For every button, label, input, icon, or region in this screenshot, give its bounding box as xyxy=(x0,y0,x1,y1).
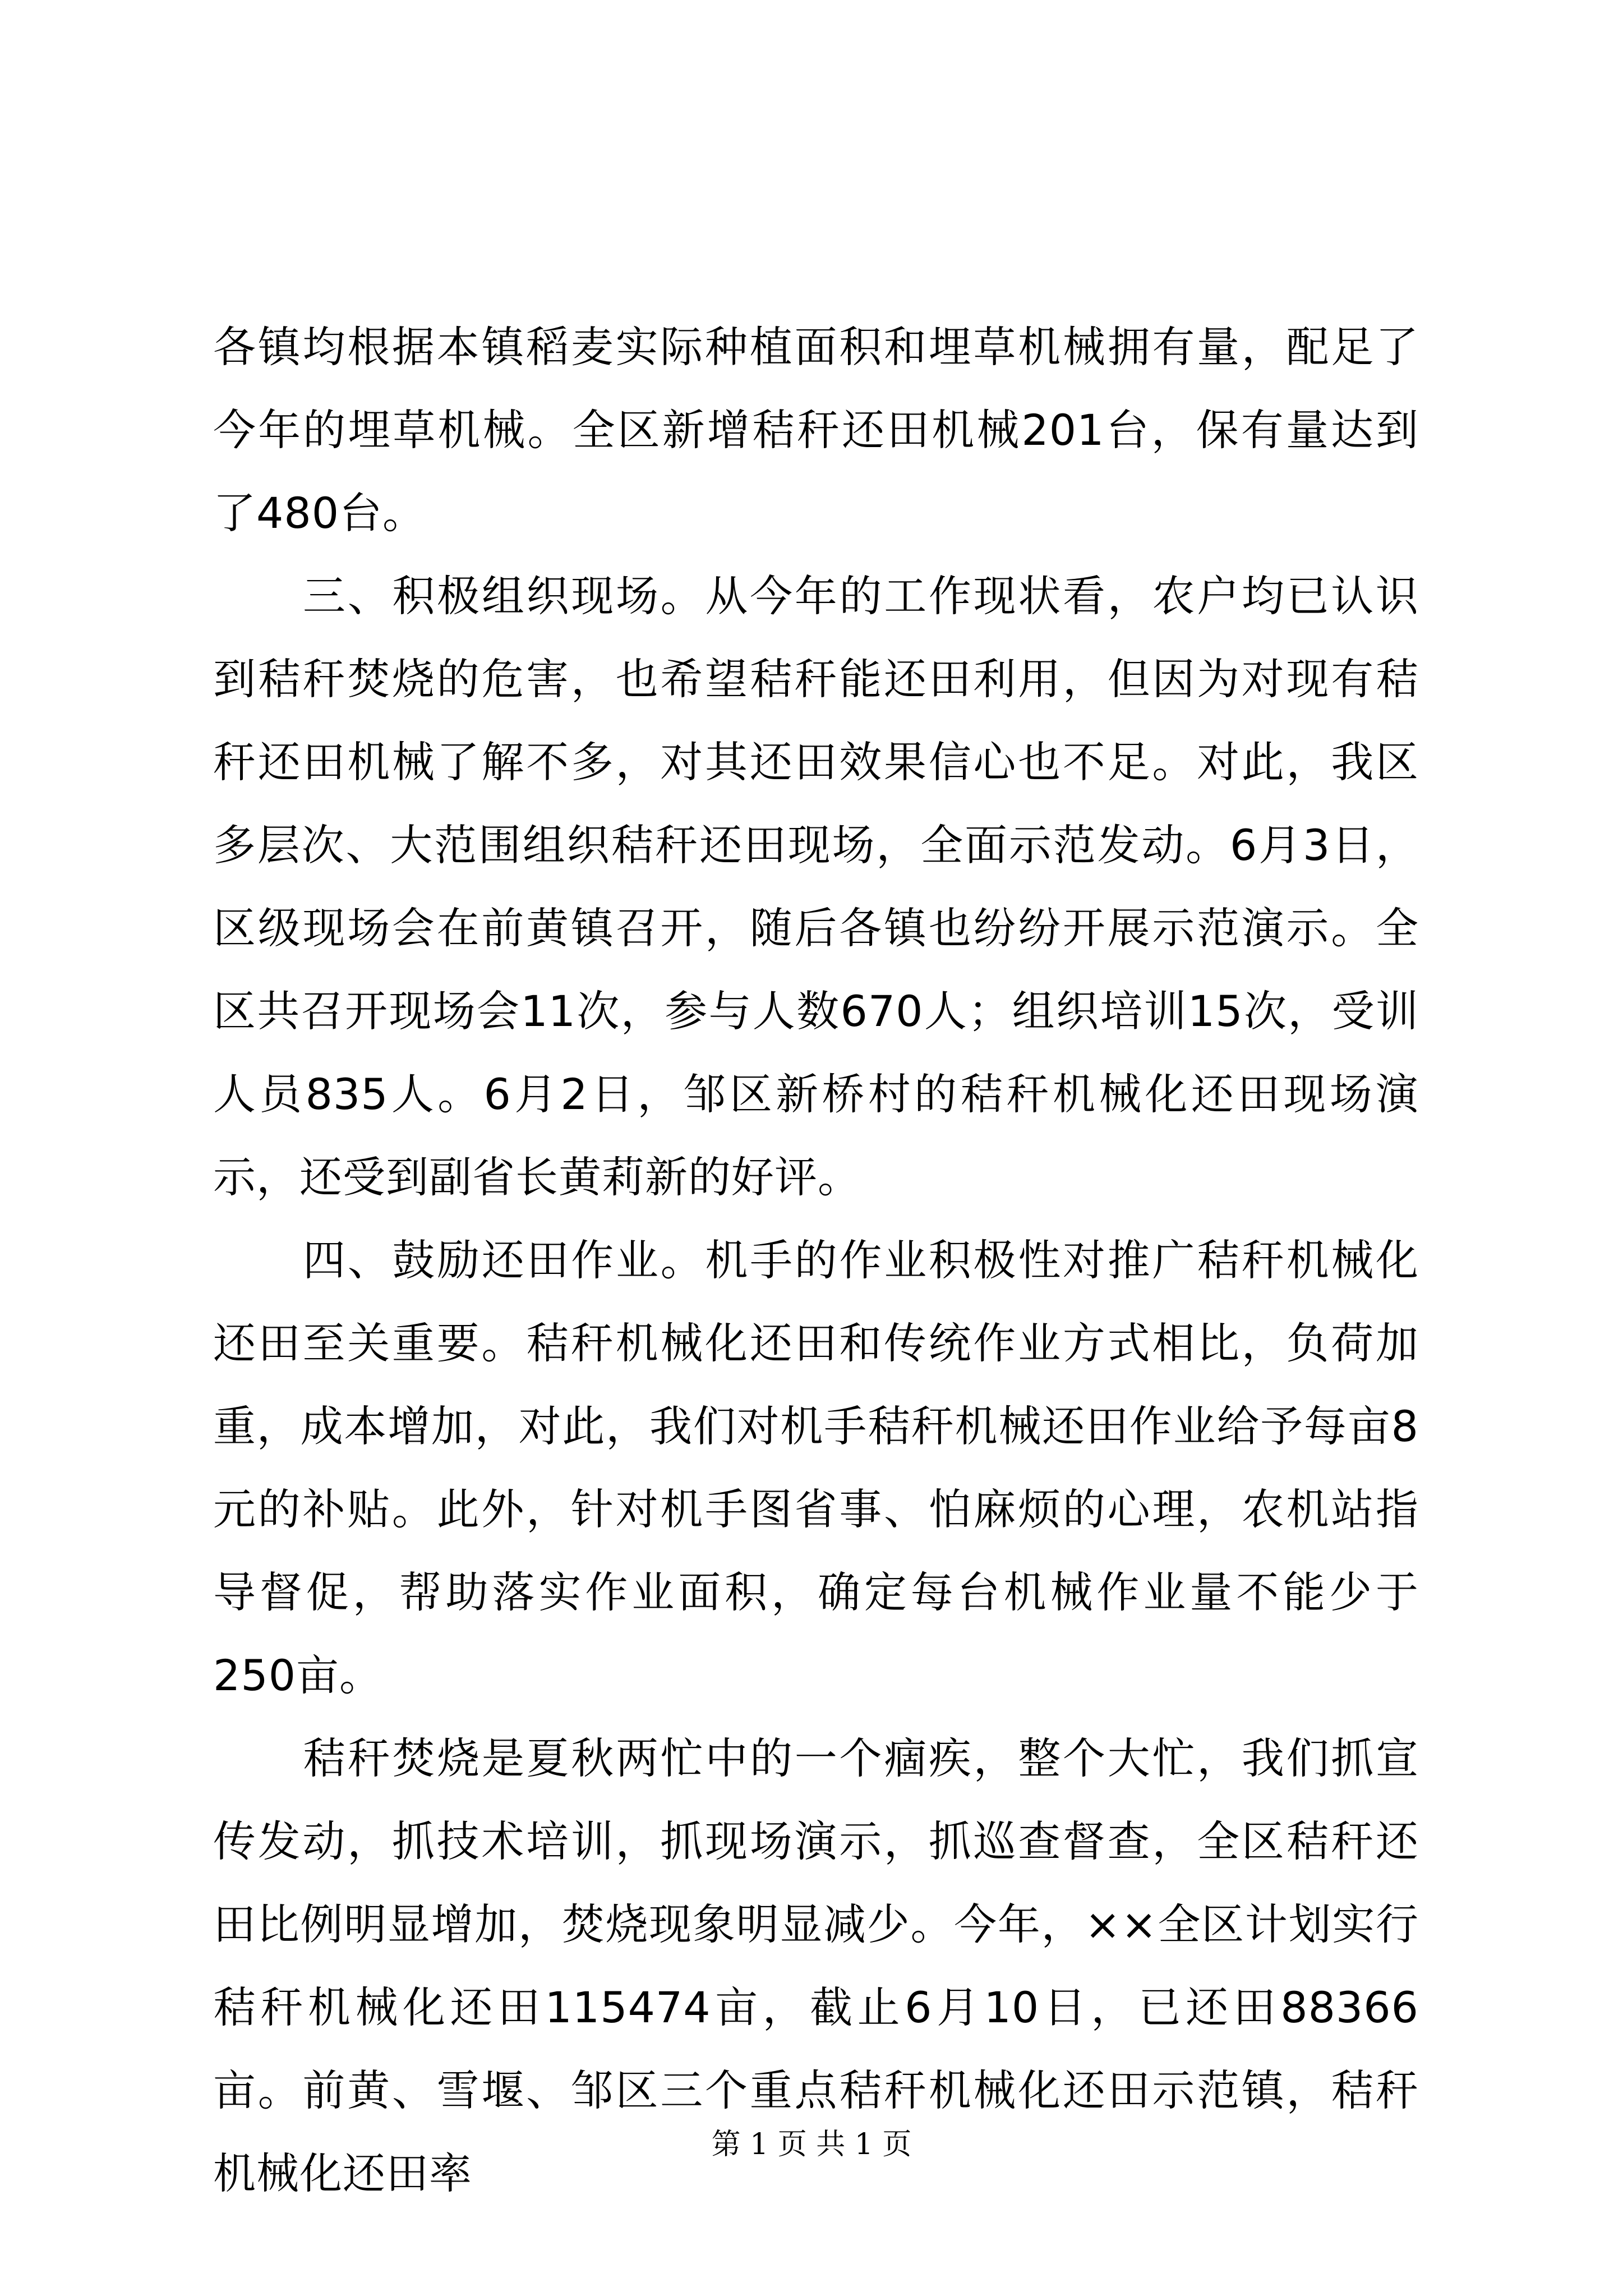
paragraph-continuation: 各镇均根据本镇稻麦实际种植面积和埋草机械拥有量，配足了今年的埋草机械。全区新增秸秆还田机械201台，保有量达到了480台。 xyxy=(213,322,1419,538)
page-footer: 第 1 页 共 1 页 xyxy=(711,2128,912,2161)
paragraph-summary: 秸秆焚烧是夏秋两忙中的一个痼疾，整个大忙，我们抓宣传发动，抓技术培训，抓现场演示，抓巡查督查，全区秸秆还田比例明显增加，焚烧现象明显减少。今年，××全区计划实行秸秆机械化还田115474亩，截止6月10日，已还田88366亩。前黄、雪堰、邹区三个重点秸秆机械化还田示范镇，秸秆机械化还田率 xyxy=(213,1733,1419,2198)
paragraph-section-four: 四、鼓励还田作业。机手的作业积极性对推广秸秆机械化还田至关重要。秸秆机械化还田和传统作业方式相比，负荷加重，成本增加，对此，我们对机手秸秆机械还田作业给予每亩8元的补贴。此外，针对机手图省事、怕麻烦的心理，农机站指导督促，帮助落实作业面积，确定每台机械作业量不能少于250亩。 xyxy=(213,1235,1419,1700)
document-body xyxy=(213,306,1419,2215)
paragraph-section-three: 三、积极组织现场。从今年的工作现状看，农户均已认识到秸秆焚烧的危害，也希望秸秆能还田利用，但因为对现有秸秆还田机械了解不多，对其还田效果信心也不足。对此，我区多层次、大范围组织秸秆还田现场，全面示范发动。6月3日，区级现场会在前黄镇召开，随后各镇也纷纷开展示范演示。全区共召开现场会11次，参与人数670人；组织培训15次，受训人员835人。6月2日，邹区新桥村的秸秆机械化还田现场演示，还受到副省长黄莉新的好评。 xyxy=(213,571,1419,1202)
